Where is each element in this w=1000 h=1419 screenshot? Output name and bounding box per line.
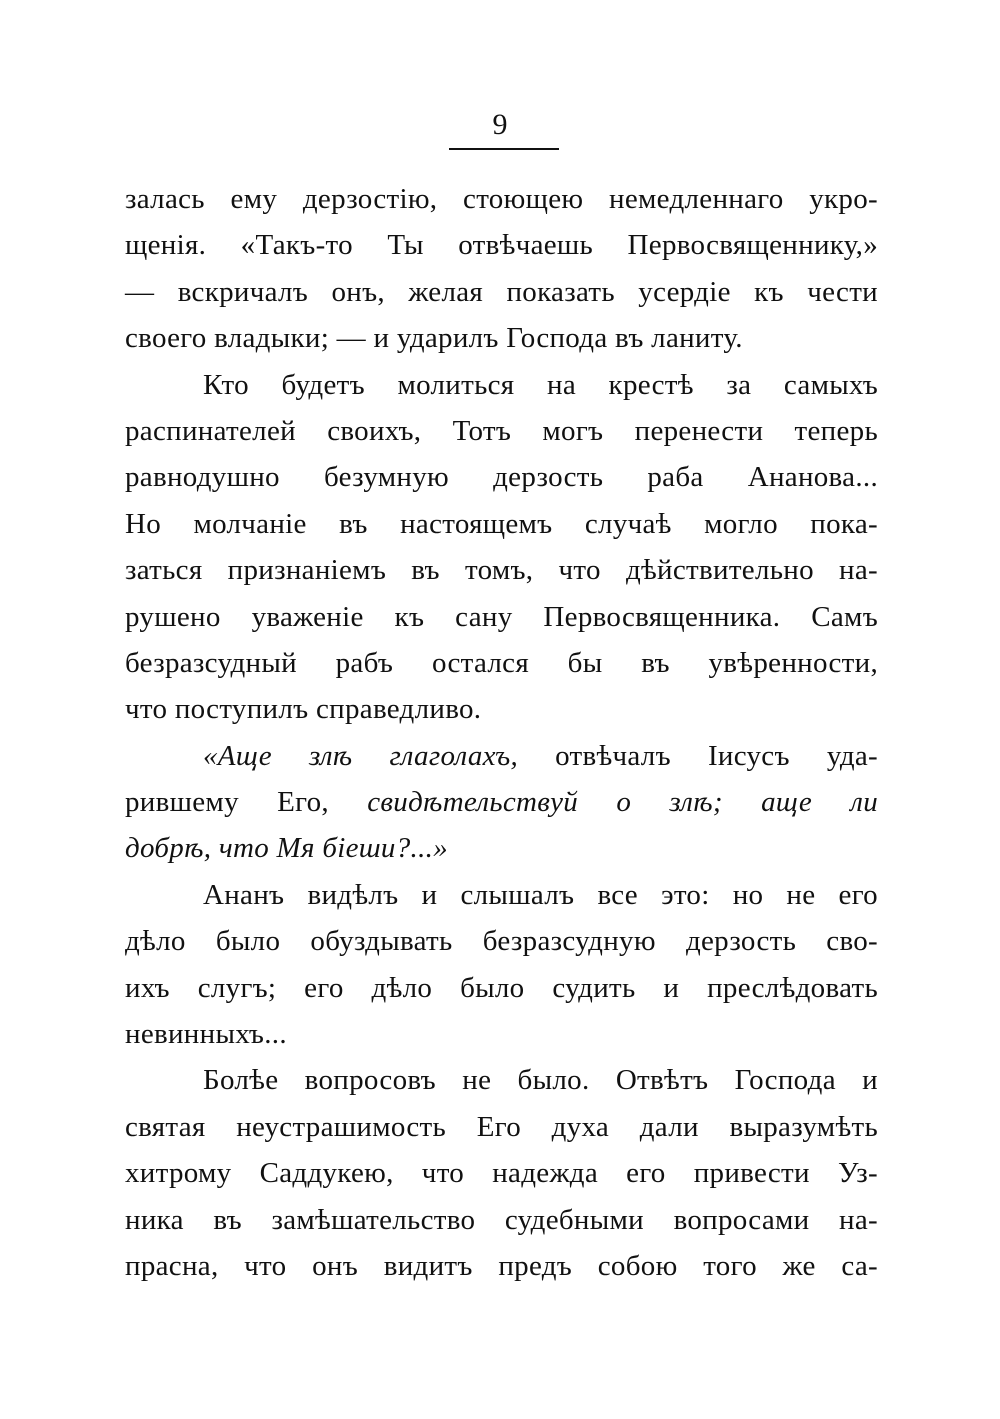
text-line <box>125 1057 878 1103</box>
text-segment: заться признаніемъ въ томъ, что дѣйствительно на- <box>125 554 878 587</box>
text-segment: своего владыки; — и ударилъ Господа въ ланиту. <box>125 322 743 355</box>
text-segment: Ананъ видѣлъ и слышалъ все это: но не его <box>203 878 878 911</box>
text-segment: равнодушно безумную дерзость раба Ананова... <box>125 461 878 494</box>
page-number: 9 <box>492 108 508 141</box>
text-line <box>125 1150 878 1196</box>
text-line <box>125 315 878 361</box>
text-segment: рившему Его, <box>125 786 368 819</box>
text-segment: рушено уваженіе къ сану Первосвященника. Самъ <box>125 600 878 633</box>
text-line <box>125 594 878 640</box>
text-segment: Кто будетъ молиться на крестѣ за самыхъ <box>203 368 878 401</box>
text-segment: ника въ замѣшательство судебными вопросами на- <box>125 1203 878 1236</box>
text-line <box>125 918 878 964</box>
text-segment: отвѣчалъ Іисусъ уда- <box>518 739 879 772</box>
text-line <box>125 1197 878 1243</box>
text-segment: безразсудный рабъ остался бы въ увѣренности, <box>125 646 878 679</box>
text-segment: щенія. «Такъ-то Ты отвѣчаешь Первосвященнику,» <box>125 229 878 262</box>
text-segment: что поступилъ справедливо. <box>125 693 482 726</box>
text-segment: хитрому Саддукею, что надежда его привести Уз- <box>125 1157 878 1190</box>
text-line <box>125 686 878 732</box>
text-line <box>125 269 878 315</box>
text-line <box>125 825 878 871</box>
italic-text: добрѣ, что Мя біеши?...» <box>125 832 448 865</box>
text-line <box>125 1104 878 1150</box>
text-line <box>125 454 878 500</box>
header-rule <box>449 148 559 150</box>
text-line <box>125 1243 878 1289</box>
italic-text: «Аще злѣ глаголахъ, <box>203 739 518 772</box>
text-line <box>125 408 878 454</box>
text-line <box>125 501 878 547</box>
text-line <box>125 779 878 825</box>
text-line <box>125 1011 878 1057</box>
text-line <box>125 547 878 593</box>
body-text <box>125 176 878 1289</box>
text-segment: залась ему дерзостію, стоющею немедленнаго укро- <box>125 183 878 215</box>
text-line <box>125 872 878 918</box>
text-line <box>125 965 878 1011</box>
text-line <box>125 733 878 779</box>
text-segment: Болѣе вопросовъ не было. Отвѣтъ Господа и <box>203 1064 878 1097</box>
text-segment: невинныхъ... <box>125 1018 287 1051</box>
text-segment: распинателей своихъ, Тотъ могъ перенести теперь <box>125 414 878 447</box>
text-line <box>125 640 878 686</box>
text-line <box>125 176 878 222</box>
text-segment: святая неустрашимость Его духа дали выразумѣть <box>125 1110 878 1143</box>
text-segment: — вскричалъ онъ, желая показать усердіе къ чести <box>125 275 878 308</box>
text-line <box>125 362 878 408</box>
text-segment: дѣло было обуздывать безразсудную дерзость сво- <box>125 925 878 958</box>
text-line <box>125 222 878 268</box>
text-segment: ихъ слугъ; его дѣло было судить и преслѣдовать <box>125 971 878 1004</box>
text-segment: прасна, что онъ видитъ предъ собою того же са- <box>125 1249 878 1282</box>
italic-text: свидѣтельствуй о злѣ; аще ли <box>367 786 878 819</box>
text-segment: Но молчаніе въ настоящемъ случаѣ могло пока- <box>125 507 878 540</box>
